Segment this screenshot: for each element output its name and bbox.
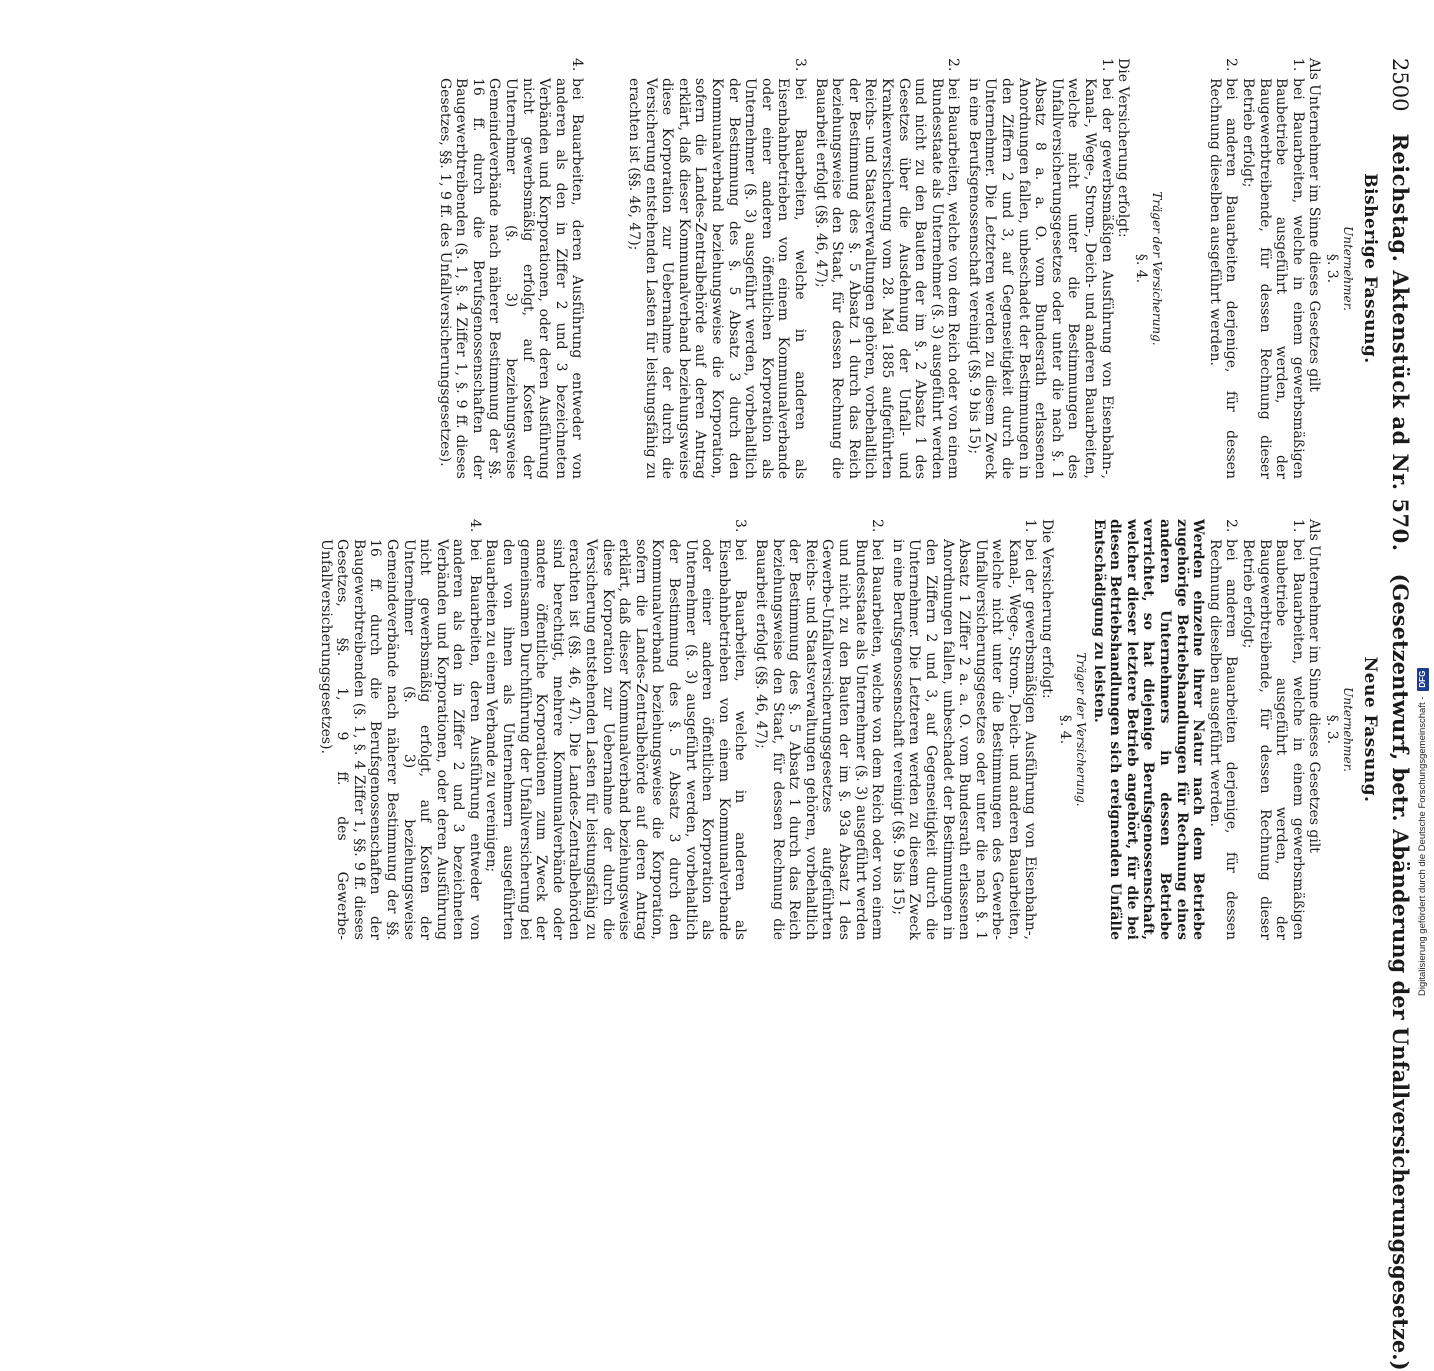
item-text: bei Bauarbeiten, welche in einem gewerbsmäßigen Baubetriebe ausgeführt werden, der Baugewerbtreibende, für dessen Rechnung dieser Betrieb erfolgt; — [1240, 539, 1306, 940]
item-number: 2. — [1223, 58, 1240, 72]
item-number: 1. — [1289, 58, 1306, 72]
item-text: bei der gewerbsmäßigen Ausführung von Eisenbahn-, Kanal-, Wege-, Strom-, Deich- und anderen Bauarbeiten, welche nicht unter die Bestimmungen des Unfallversicherungsgesetzes oder unter die nach §. 1 Absatz 8 a. a. O. vom Bundesrath erlassenen Anordnungen fallen, unbeschadet der Bestimmungen in den Ziffern 2 und 3, auf Gegenseitigkeit durch die Unternehmer. Die Letzteren werden zu diesem Zweck in eine Berufsgenossenschaft vereinigt (§§. 9 bis 15); — [965, 78, 1115, 479]
item-number: 4. — [569, 58, 586, 72]
page-header — [1388, 58, 1413, 1371]
left-list-4 — [436, 58, 1115, 479]
right-intro-3: Als Unternehmer im Sinne dieses Gesetzes gilt — [1306, 519, 1323, 853]
document-subtitle: (Gesetzentwurf, betr. Abänderung der Unfallversicherungsgesetze.) — [1388, 573, 1413, 1371]
item-number: 2. — [945, 58, 962, 72]
left-column-title: Bisherige Fassung. — [1360, 173, 1380, 364]
left-list-3 — [1206, 58, 1306, 479]
left-section-heading-unternehmer: Unternehmer. — [1341, 226, 1356, 311]
item-text: bei der gewerbsmäßigen Ausführung von Eisenbahn-, Kanal-, Wege-, Strom-, Deich- und anderen Bauarbeiten, welche nicht unter die Bestimmungen des Gewerbe-Unfallversicherungsgesetzes oder unter die nach §. 1 Absatz 1 Ziffer 2 a. a. O. vom Bundesrath erlassenen Anordnungen fallen, unbeschadet der Bestimmungen in den Ziffern 2 und 3, auf Gegenseitigkeit durch die Unternehmer. Die Letzteren werden zu diesem Zweck in eine Berufsgenossenschaft vereinigt (§§. 9 bis 15); — [889, 539, 1039, 940]
list-item — [436, 58, 585, 479]
item-text: bei Bauarbeiten, welche von dem Reich oder von einem Bundesstaate als Unternehmer (§. 3) ausgeführt werden und nicht zu den Bauten der im §. 2 Absatz 1 des Gesetzes über die Ausdehnung der Unfall- und Krankenversicherung vom 28. Mai 1885 aufgeführten Reichs- und Staatsverwaltungen gehören, vorbehaltlich der Bestimmung des §. 5 Absatz 1 durch das Reich beziehungsweise den Staat, für dessen Rechnung die Bauarbeit erfolgt (§§. 46, 47); — [812, 78, 962, 479]
item-number: 1. — [1022, 519, 1039, 533]
item-number: 2. — [869, 519, 886, 533]
footer-text-wrapper — [1416, 6, 1430, 996]
item-number: 3. — [791, 58, 808, 72]
item-text: bei Bauarbeiten, welche von dem Reich oder von einem Bundesstaate als Unternehmer (§. 3) ausgeführt werden und nicht zu den Bauten der im §. 93a Absatz 1 des Gewerbe-Unfallversicherungsgesetzes aufgeführten Reichs- und Staatsverwaltungen gehören, vorbehaltlich der Bestimmung des §. 5 Absatz 1 durch das Reich beziehungsweise den Staat, für dessen Rechnung die Bauarbeit erfolgt (§§. 46, 47); — [753, 539, 886, 940]
left-column — [317, 58, 1382, 479]
item-number: 4. — [466, 519, 483, 533]
two-column-body — [317, 58, 1382, 940]
item-number: 1. — [1098, 58, 1115, 72]
item-text: bei anderen Bauarbeiten derjenige, für dessen Rechnung dieselben ausgeführt werden. — [1206, 78, 1240, 479]
list-item — [1239, 58, 1305, 479]
item-text: bei anderen Bauarbeiten derjenige, für dessen Rechnung dieselben ausgeführt werden. — [1206, 539, 1240, 940]
item-text: bei Bauarbeiten, welche in einem gewerbsmäßigen Baubetriebe ausgeführt werden, der Baugewerbtreibende, für dessen Rechnung dieser Betrieb erfolgt; — [1240, 78, 1306, 479]
page-number: 2500 — [1388, 58, 1412, 112]
right-bold-amendment-paragraph: Werden einzelne ihrer Natur nach dem Betriebe zugehörige Betriebshandlungen für Rechnung eines anderen Unternehmers in dessen Betriebe verrichtet, so hat diejenige Berufsgenossenschaft, welcher dieser letztere Betrieb angehört, für die bei diesen Betriebshandlungen sich ereignenden Unfälle Entschädigung zu leisten. — [1090, 519, 1207, 940]
digitization-footer — [1416, 6, 1430, 996]
right-paragraph-4-number: §. 4. — [1057, 714, 1074, 745]
list-item — [965, 58, 1114, 479]
right-paragraph-3-number: §. 3. — [1324, 714, 1341, 745]
list-item — [812, 58, 961, 479]
left-intro-4: Die Versicherung erfolgt: — [1115, 58, 1132, 238]
list-item — [625, 58, 808, 479]
list-item — [1206, 58, 1239, 479]
right-column-title: Neue Fassung. — [1360, 656, 1380, 803]
item-text: bei Bauarbeiten, welche in anderen als Eisenbahnbetrieben von einem Kommunalverbande oder einer anderen öffentlichen Korporation als Unternehmer (§. 3) ausgeführt werden, vorbehaltlich der Bestimmung des §. 5 Absatz 3 durch den Kommunalverband beziehungsweise die Korporation, sofern die Landes-Zentralbehörde auf deren Antrag erklärt, daß dieser Kommunalverband beziehungsweise diese Korporation zur Uebernahme der durch die Versicherung entstehenden Lasten für leistungsfähig zu erachten ist (§§. 46, 47). Die Landes-Zentralbehörden sind berechtigt, mehrere Kommunalverbände oder andere öffentliche Korporationen zum Zweck der gemeinsamen Durchführung der Unfallversicherung bei den von ihnen als Unternehmern ausgeführten Bauarbeiten zu einem Verbande zu vereinigen; — [483, 539, 749, 940]
footer-credit-text: Digitalisierung gefördert durch die Deutsche Forschungsgemeinschaft - — [1417, 696, 1428, 996]
document-title: Reichstag. Aktenstück ad Nr. 570. — [1388, 133, 1413, 552]
right-section-heading-traeger: Träger der Versicherung. — [1074, 652, 1089, 807]
right-section-heading-unternehmer: Unternehmer. — [1341, 687, 1356, 772]
left-paragraph-3-number: §. 3. — [1324, 253, 1341, 284]
item-number: 2. — [1223, 519, 1240, 533]
list-item — [483, 519, 749, 940]
item-text: bei Bauarbeiten, deren Ausführung entweder von anderen als den in Ziffer 2 und 3 bezeichneten Verbänden und Korporationen, oder deren Ausführung nicht gewerbsmäßig erfolgt, auf Kosten der Unternehmer (§. 3) beziehungsweise Gemeindeverbände nach näherer Bestimmung der §§. 16 ff. durch die Berufsgenossenschaften der Baugewerbtreibenden (§. 1, §. 4 Ziffer 1, §. 9 ff. dieses Gesetzes, §§. 1, 9 ff. des Unfallversicherungsgesetzes). — [436, 78, 586, 479]
list-item — [317, 519, 483, 940]
left-intro-3: Als Unternehmer im Sinne dieses Gesetzes gilt — [1306, 58, 1323, 392]
list-item — [1239, 519, 1305, 940]
item-text: bei Bauarbeiten, deren Ausführung entweder von anderen als den in Ziffer 2 und 3 bezeichneten Verbänden und Korporationen, oder deren Ausführung nicht gewerbsmäßig erfolgt, auf Kosten der Unternehmer (§. 3) beziehungsweise Gemeindeverbände nach näherer Bestimmung der §§. 16 ff. durch die Berufsgenossenschaften der Baugewerbtreibenden (§. 1, §. 4 Ziffer 1, §§. 9 ff. dieses Gesetzes, §§. 1, 9 ff. des Gewerbe-Unfallversicherungsgesetzes). — [317, 539, 483, 940]
right-column — [317, 519, 1382, 940]
list-item — [1206, 519, 1239, 940]
right-list-4 — [317, 519, 1039, 940]
left-paragraph-4-number: §. 4. — [1133, 253, 1150, 284]
item-number: 1. — [1289, 519, 1306, 533]
item-number: 3. — [732, 519, 749, 533]
dfg-logo: DFG — [1417, 668, 1429, 691]
list-item — [889, 519, 1038, 940]
right-intro-4: Die Versicherung erfolgt: — [1039, 519, 1056, 699]
right-list-3 — [1206, 519, 1306, 940]
list-item — [752, 519, 885, 940]
left-section-heading-traeger: Träger der Versicherung. — [1150, 191, 1165, 346]
item-text: bei Bauarbeiten, welche in anderen als Eisenbahnbetrieben von einem Kommunalverbande oder einer anderen öffentlichen Korporation als Unternehmer (§. 3) ausgeführt werden, vorbehaltlich der Bestimmung des §. 5 Absatz 3 durch den Kommunalverband beziehungsweise die Korporation, sofern die Landes-Zentralbehörde auf deren Antrag erklärt, daß dieser Kommunalverband beziehungsweise diese Korporation zur Uebernahme der durch die Versicherung entstehenden Lasten für leistungsfähig zu erachten ist (§§. 46, 47); — [626, 78, 808, 479]
